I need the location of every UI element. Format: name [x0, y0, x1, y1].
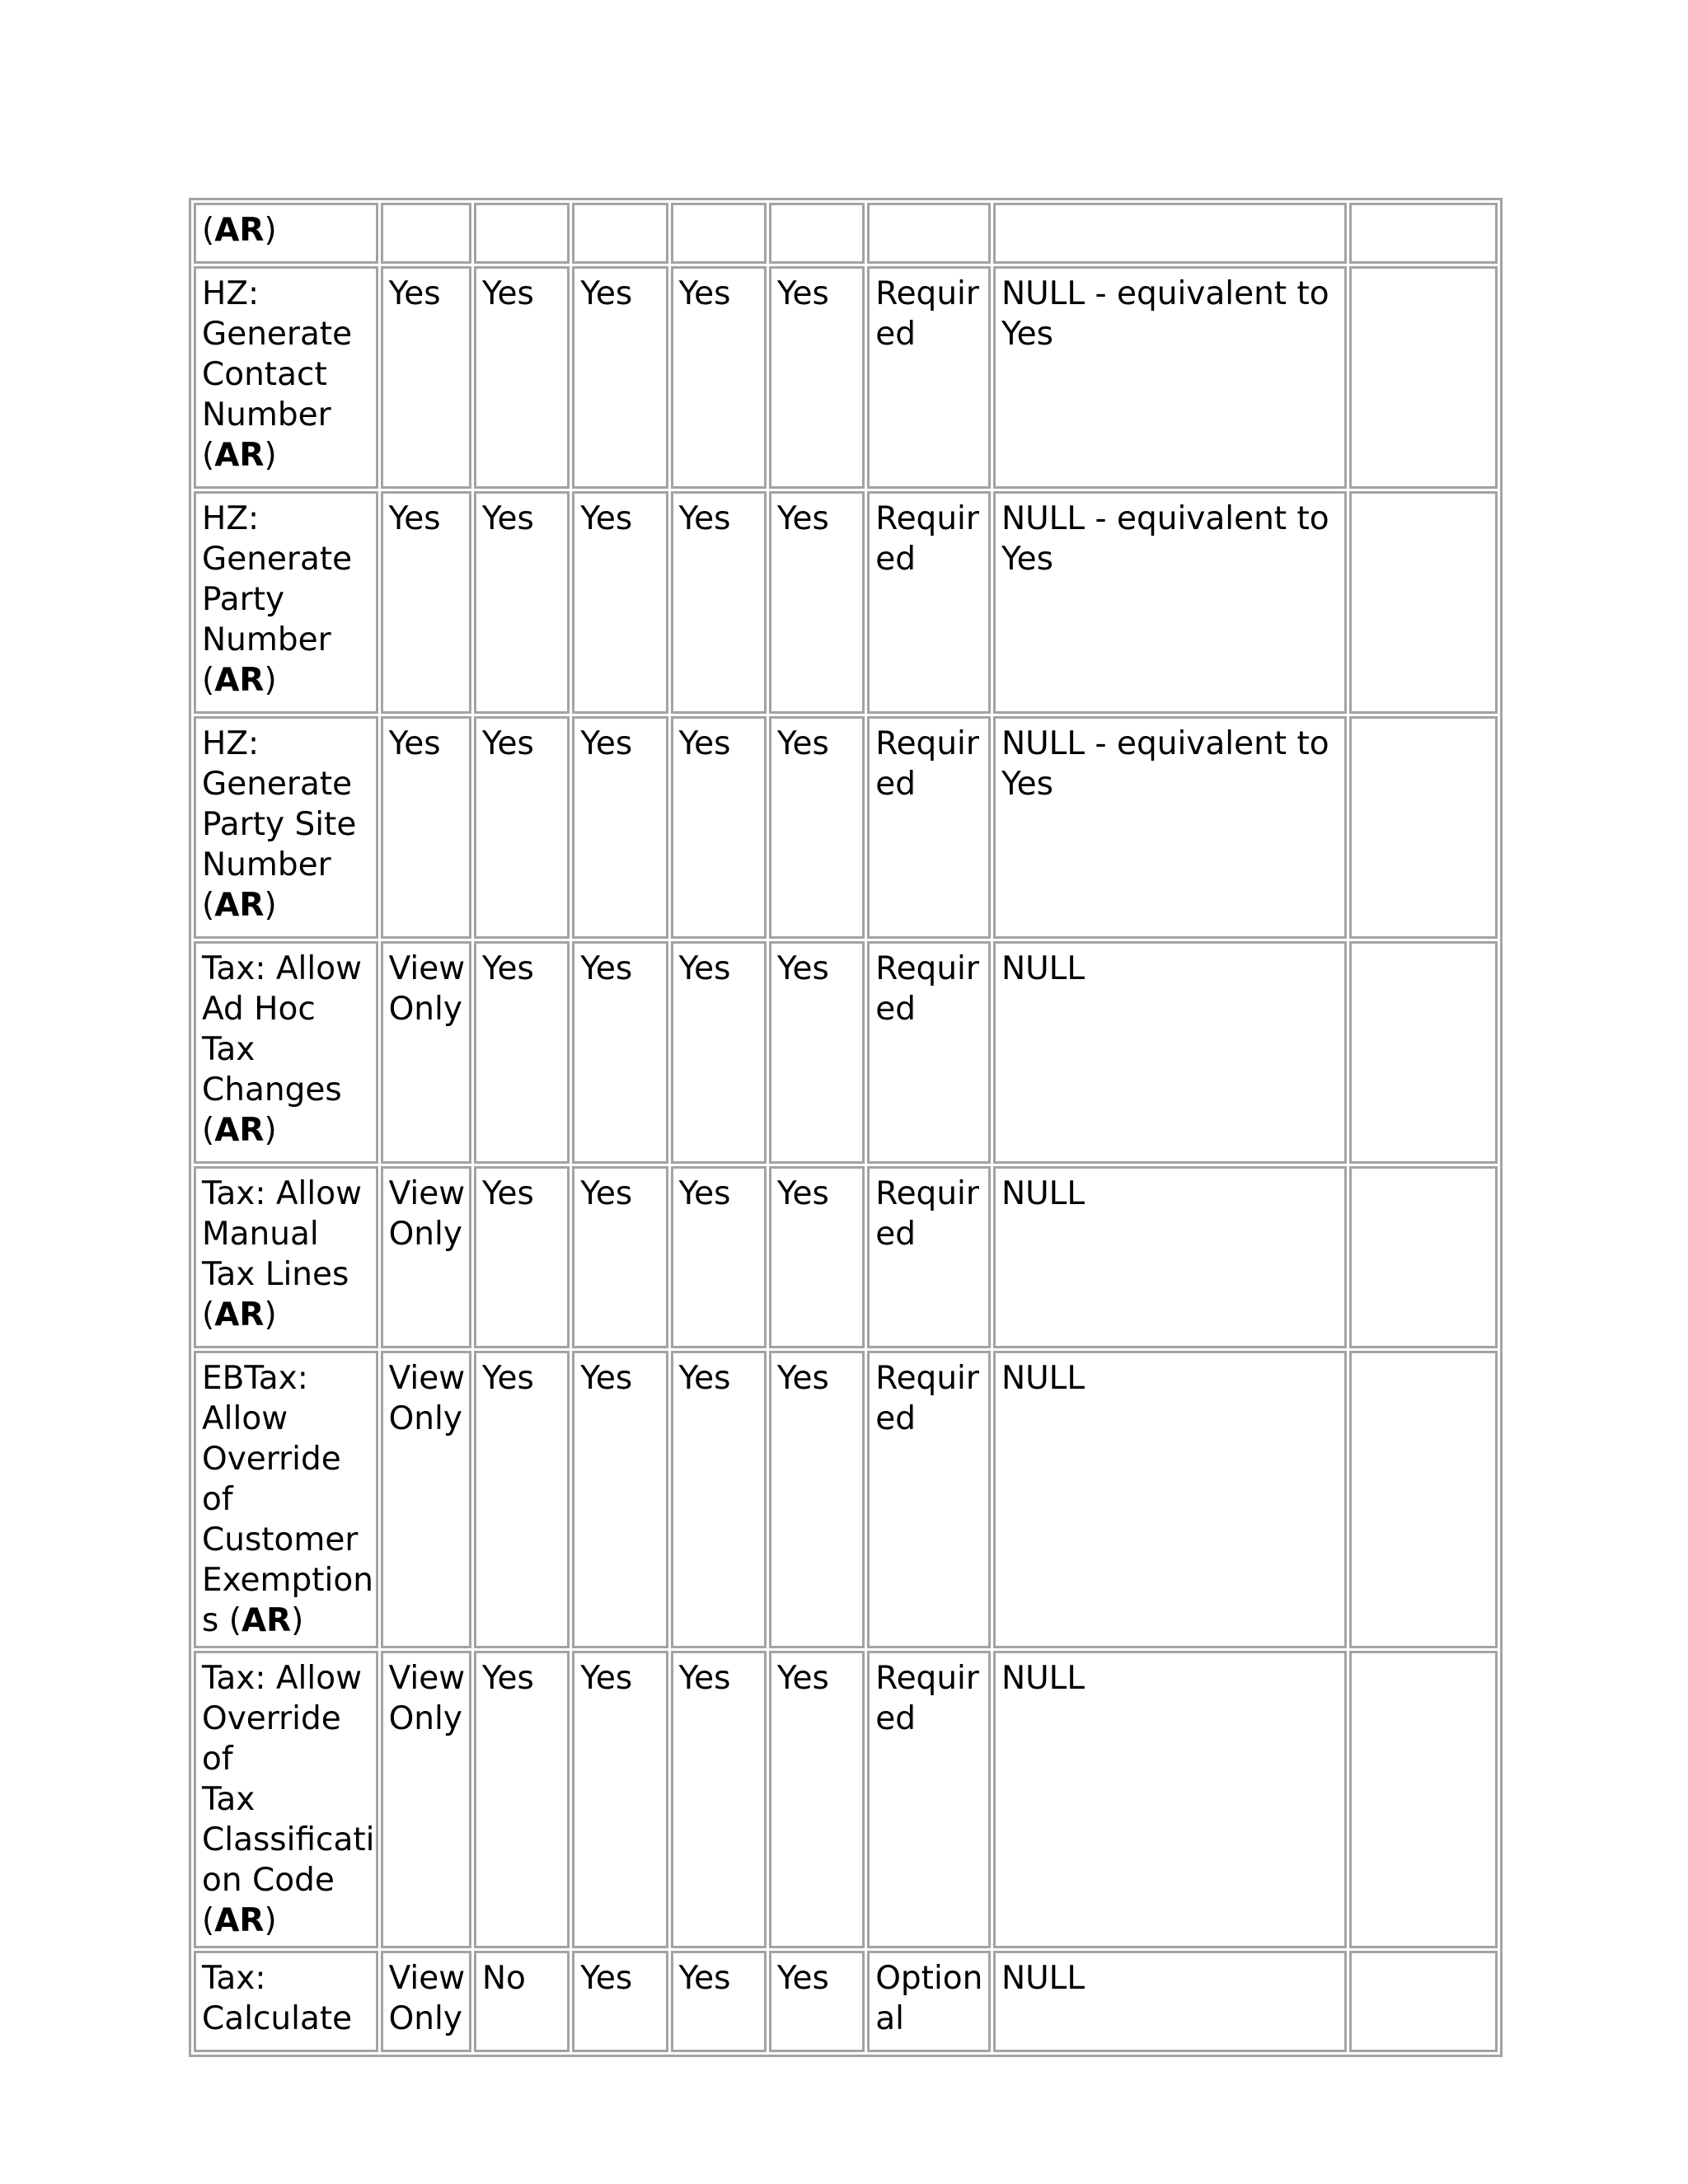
profile-name-line: Customer	[202, 1521, 359, 1558]
update-col	[572, 941, 668, 1164]
ar-prefix: s (	[202, 1602, 241, 1639]
level-col	[867, 1951, 991, 2052]
profile-name-line: HZ:	[202, 500, 260, 537]
profile-name-line: Classificati	[202, 1821, 375, 1858]
notes-col	[1349, 203, 1498, 264]
default-col	[993, 941, 1347, 1164]
profile-name-cell	[194, 716, 378, 939]
cell-text: Yes	[481, 1660, 534, 1697]
add-col	[671, 1951, 767, 2052]
cell-text: Yes	[776, 725, 829, 762]
view-col	[474, 1951, 570, 2052]
cell-text: Requir	[875, 500, 979, 537]
cell-text: No	[481, 1960, 526, 1997]
cell-text: NULL	[1001, 950, 1085, 987]
add-col	[671, 1651, 767, 1948]
level-col	[867, 266, 991, 489]
cell-text: Yes	[776, 275, 829, 312]
ar-suffix: )	[264, 1112, 277, 1149]
profile-name-line: Tax: Allow	[202, 950, 362, 987]
add-col	[671, 1166, 767, 1348]
profile-name-line: Party Site	[202, 806, 357, 843]
cell-text: ed	[875, 766, 916, 803]
application-tag: AR	[241, 1602, 292, 1639]
notes-col	[1349, 1951, 1498, 2052]
application-tag: AR	[214, 212, 265, 249]
delete-col	[769, 1951, 865, 2052]
delete-col	[769, 266, 865, 489]
profile-name-line: Generate	[202, 766, 353, 803]
table-row	[194, 941, 1498, 1164]
notes-col	[1349, 266, 1498, 489]
notes-col	[1349, 716, 1498, 939]
cell-text: Requir	[875, 1360, 979, 1397]
default-col	[993, 1651, 1347, 1948]
profile-name-line: HZ:	[202, 275, 260, 312]
profile-name-line: Allow	[202, 1400, 288, 1437]
table-row	[194, 716, 1498, 939]
profile-name-line: Exemption	[202, 1562, 373, 1599]
table-body	[194, 203, 1498, 2052]
default-col	[993, 1351, 1347, 1648]
cell-text: Yes	[481, 1360, 534, 1397]
cell-text: ed	[875, 1400, 916, 1437]
cell-text: Yes	[776, 1660, 829, 1697]
profile-name-line: Tax: Allow	[202, 1660, 362, 1697]
customer-col	[381, 941, 471, 1164]
cell-text: Only	[388, 1216, 462, 1253]
profile-name-line: Party	[202, 581, 285, 618]
table-row	[194, 1951, 1498, 2052]
application-tag: AR	[214, 662, 265, 699]
application-tag: AR	[214, 887, 265, 924]
cell-text: Requir	[875, 275, 979, 312]
view-col	[474, 1166, 570, 1348]
add-col	[671, 716, 767, 939]
add-col	[671, 491, 767, 714]
cell-text: Yes	[580, 500, 633, 537]
cell-text: Yes	[678, 950, 731, 987]
cell-text: Yes	[1001, 766, 1053, 803]
customer-col	[381, 1166, 471, 1348]
ar-suffix: )	[264, 212, 277, 249]
profile-name-line: Calculate	[202, 2000, 353, 2037]
table-row	[194, 203, 1498, 264]
application-tag: AR	[214, 1112, 265, 1149]
cell-text: Yes	[580, 950, 633, 987]
profile-name-line: HZ:	[202, 725, 260, 762]
cell-text: ed	[875, 1216, 916, 1253]
update-col	[572, 1166, 668, 1348]
cell-text: Yes	[776, 1175, 829, 1212]
update-col	[572, 266, 668, 489]
notes-col	[1349, 491, 1498, 714]
ar-prefix: (	[202, 212, 215, 249]
profile-name-cell	[194, 266, 378, 489]
cell-text: Yes	[776, 1360, 829, 1397]
default-col	[993, 1166, 1347, 1348]
cell-text: Requir	[875, 725, 979, 762]
cell-text: Yes	[481, 275, 534, 312]
notes-col	[1349, 1351, 1498, 1648]
profile-name-line: Changes	[202, 1071, 342, 1108]
ar-suffix: )	[264, 887, 277, 924]
cell-text: ed	[875, 991, 916, 1028]
profile-name-line: Manual	[202, 1216, 319, 1253]
cell-text: ed	[875, 1700, 916, 1737]
delete-col	[769, 1651, 865, 1948]
default-col	[993, 1951, 1347, 2052]
ar-prefix: (	[202, 662, 215, 699]
profile-name-line: Tax	[202, 1781, 256, 1818]
update-col	[572, 1351, 668, 1648]
add-col	[671, 203, 767, 264]
level-col	[867, 203, 991, 264]
cell-text: Only	[388, 1700, 462, 1737]
cell-text: Yes	[678, 275, 731, 312]
update-col	[572, 203, 668, 264]
profile-name-cell	[194, 1351, 378, 1648]
add-col	[671, 266, 767, 489]
cell-text: Requir	[875, 1660, 979, 1697]
cell-text: NULL	[1001, 1360, 1085, 1397]
customer-col	[381, 1651, 471, 1948]
view-col	[474, 491, 570, 714]
cell-text: Yes	[776, 500, 829, 537]
ar-suffix: )	[264, 662, 277, 699]
add-col	[671, 1351, 767, 1648]
update-col	[572, 491, 668, 714]
level-col	[867, 1351, 991, 1648]
customer-col	[381, 716, 471, 939]
view-col	[474, 1351, 570, 1648]
ar-suffix: )	[264, 1902, 277, 1939]
view-col	[474, 941, 570, 1164]
cell-text: Yes	[481, 950, 534, 987]
customer-col	[381, 491, 471, 714]
profile-name-line: Tax Lines	[202, 1256, 349, 1293]
application-tag: AR	[214, 1902, 265, 1939]
ar-suffix: )	[264, 1296, 277, 1333]
delete-col	[769, 716, 865, 939]
cell-text: Yes	[580, 725, 633, 762]
cell-text: View	[388, 1360, 466, 1397]
cell-text: Yes	[580, 1360, 633, 1397]
update-col	[572, 1651, 668, 1948]
cell-text: View	[388, 950, 466, 987]
ar-suffix: )	[291, 1602, 304, 1639]
table-row	[194, 491, 1498, 714]
default-col	[993, 491, 1347, 714]
profile-name-line: Override of	[202, 1700, 341, 1778]
cell-text: Yes	[776, 950, 829, 987]
cell-text: NULL	[1001, 1660, 1085, 1697]
ar-prefix: (	[202, 437, 215, 474]
cell-text: Yes	[580, 1660, 633, 1697]
cell-text: Yes	[776, 1960, 829, 1997]
cell-text: NULL	[1001, 1960, 1085, 1997]
profile-name-cell	[194, 941, 378, 1164]
delete-col	[769, 1166, 865, 1348]
profile-name-line: Generate	[202, 316, 353, 353]
profile-name-line: Override of	[202, 1441, 341, 1518]
notes-col	[1349, 941, 1498, 1164]
profile-name-line: Number	[202, 396, 331, 434]
profile-name-line: Tax	[202, 1031, 256, 1068]
cell-text: Yes	[580, 275, 633, 312]
cell-text: NULL - equivalent to	[1001, 500, 1329, 537]
cell-text: Requir	[875, 1175, 979, 1212]
cell-text: Yes	[678, 1960, 731, 1997]
ar-prefix: (	[202, 1902, 215, 1939]
cell-text: ed	[875, 541, 916, 578]
delete-col	[769, 1351, 865, 1648]
profile-name-cell	[194, 203, 378, 264]
view-col	[474, 266, 570, 489]
cell-text: Yes	[678, 1360, 731, 1397]
level-col	[867, 941, 991, 1164]
ar-prefix: (	[202, 1296, 215, 1333]
profile-name-line: Number	[202, 621, 331, 658]
cell-text: Yes	[1001, 316, 1053, 353]
cell-text: NULL	[1001, 1175, 1085, 1212]
update-col	[572, 716, 668, 939]
default-col	[993, 203, 1347, 264]
cell-text: Yes	[580, 1175, 633, 1212]
cell-text: NULL - equivalent to	[1001, 275, 1329, 312]
cell-text: Only	[388, 2000, 462, 2037]
table-row	[194, 1351, 1498, 1648]
cell-text: Option	[875, 1960, 983, 1997]
table-row	[194, 1651, 1498, 1948]
table-row	[194, 1166, 1498, 1348]
profile-name-cell	[194, 1166, 378, 1348]
cell-text: Yes	[580, 1960, 633, 1997]
profile-name-cell	[194, 1651, 378, 1948]
cell-text: Yes	[388, 500, 441, 537]
customer-col	[381, 266, 471, 489]
cell-text: Yes	[388, 725, 441, 762]
update-col	[572, 1951, 668, 2052]
level-col	[867, 1651, 991, 1948]
table-row	[194, 266, 1498, 489]
profile-name-line: EBTax:	[202, 1360, 308, 1397]
default-col	[993, 716, 1347, 939]
cell-text: View	[388, 1175, 466, 1212]
ar-suffix: )	[264, 437, 277, 474]
cell-text: Yes	[481, 1175, 534, 1212]
cell-text: NULL - equivalent to	[1001, 725, 1329, 762]
cell-text: Yes	[1001, 541, 1053, 578]
cell-text: Yes	[388, 275, 441, 312]
cell-text: Only	[388, 991, 462, 1028]
notes-col	[1349, 1651, 1498, 1948]
level-col	[867, 491, 991, 714]
profile-name-line: Tax:	[202, 1960, 266, 1997]
cell-text: View	[388, 1960, 466, 1997]
add-col	[671, 941, 767, 1164]
customer-col	[381, 203, 471, 264]
level-col	[867, 1166, 991, 1348]
cell-text: Yes	[678, 500, 731, 537]
profile-name-cell	[194, 1951, 378, 2052]
cell-text: Yes	[678, 725, 731, 762]
application-tag: AR	[214, 437, 265, 474]
default-col	[993, 266, 1347, 489]
cell-text: al	[875, 2000, 904, 2037]
customer-col	[381, 1951, 471, 2052]
view-col	[474, 203, 570, 264]
ar-prefix: (	[202, 1112, 215, 1149]
cell-text: Yes	[481, 500, 534, 537]
profile-name-cell	[194, 491, 378, 714]
notes-col	[1349, 1166, 1498, 1348]
profile-name-line: Generate	[202, 541, 353, 578]
profile-name-line: Tax: Allow	[202, 1175, 362, 1212]
cell-text: Yes	[678, 1660, 731, 1697]
application-tag: AR	[214, 1296, 265, 1333]
delete-col	[769, 491, 865, 714]
cell-text: Yes	[481, 725, 534, 762]
level-col	[867, 716, 991, 939]
profile-name-line: Number	[202, 846, 331, 883]
customer-col	[381, 1351, 471, 1648]
ar-prefix: (	[202, 887, 215, 924]
cell-text: Yes	[678, 1175, 731, 1212]
profile-name-line: on Code	[202, 1862, 335, 1899]
cell-text: Requir	[875, 950, 979, 987]
profile-name-line: Contact	[202, 356, 327, 393]
cell-text: Only	[388, 1400, 462, 1437]
profile-options-table	[189, 198, 1503, 2057]
profile-name-line: Ad Hoc	[202, 991, 316, 1028]
delete-col	[769, 941, 865, 1164]
cell-text: ed	[875, 316, 916, 353]
view-col	[474, 716, 570, 939]
delete-col	[769, 203, 865, 264]
cell-text: View	[388, 1660, 466, 1697]
view-col	[474, 1651, 570, 1948]
